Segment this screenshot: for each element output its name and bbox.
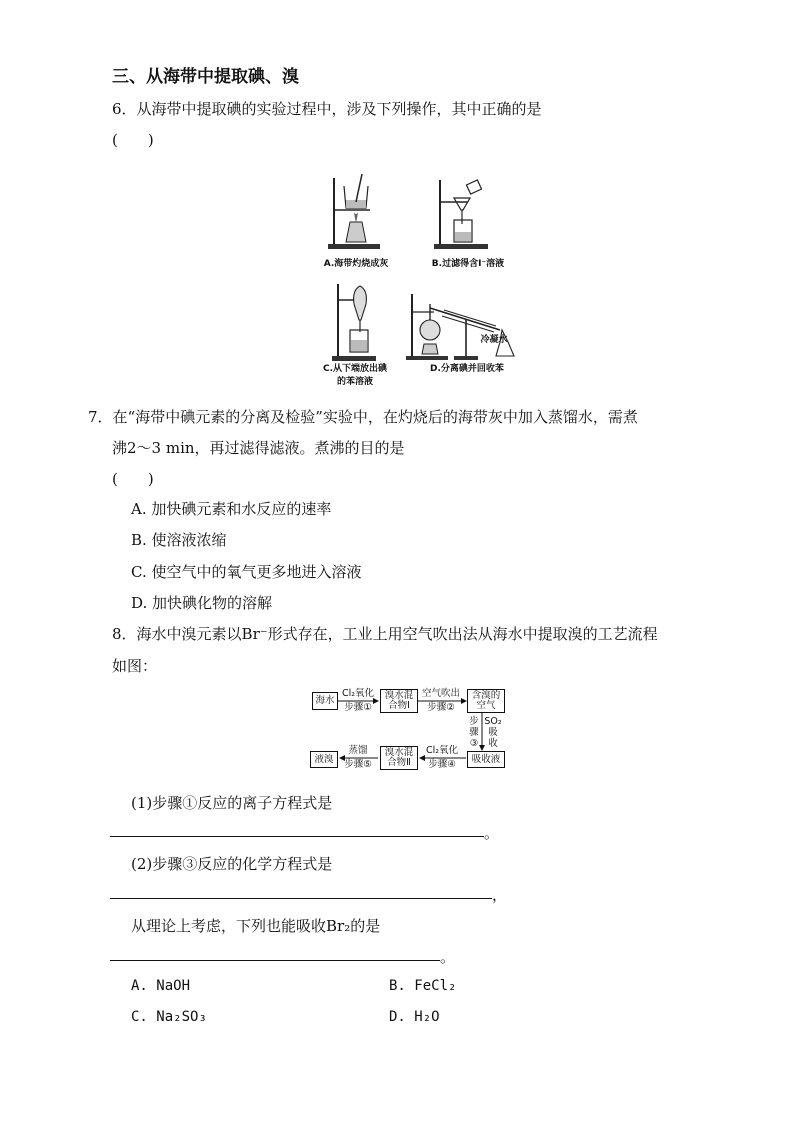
flow-so2-char3: 收 bbox=[488, 738, 498, 749]
q7-option-a: A. 加快碘元素和水反应的速率 bbox=[131, 500, 332, 518]
q8-stem-line1: 8．海水中溴元素以Br⁻形式存在，工业上用空气吹出法从海水中提取溴的工艺流程 bbox=[112, 625, 658, 643]
figure-c-caption-line2: 的苯溶液 bbox=[336, 377, 373, 387]
figure-b-caption: B.过滤得含I⁻溶液 bbox=[431, 259, 505, 269]
q8-answer-line-3[interactable] bbox=[110, 960, 440, 961]
flow-so2-char1: SO₂ bbox=[484, 716, 502, 727]
q7-option-b: B. 使溶液浓缩 bbox=[131, 531, 227, 549]
q8-stem-line2: 如图： bbox=[112, 657, 158, 675]
figure-d-caption: D.分离碘并回收苯 bbox=[430, 364, 504, 374]
flow-step5-top: 蒸馏 bbox=[348, 745, 368, 756]
figure-c-caption-line1: C.从下端放出碘 bbox=[322, 364, 388, 374]
figure-d-coolant-label: 冷凝水 bbox=[480, 335, 508, 345]
flow-step2-bottom: 步骤② bbox=[427, 702, 455, 713]
q7-stem-line2: 沸2～3 min，再过滤得滤液。煮沸的目的是 bbox=[112, 439, 405, 457]
flow-bromine-air-box bbox=[467, 689, 505, 713]
flow-mixture1-box bbox=[380, 689, 418, 713]
q8-subquestion-1: (1)步骤①反应的离子方程式是 bbox=[131, 794, 333, 812]
q8-answer-line-3-end: 。 bbox=[440, 948, 456, 966]
q8-answer-line-2[interactable] bbox=[110, 898, 492, 899]
q7-answer-paren: ( ) bbox=[112, 470, 154, 488]
q7-option-d: D. 加快碘化物的溶解 bbox=[131, 594, 273, 612]
flow-step1-bottom: 步骤① bbox=[344, 702, 372, 713]
q8-answer-line-1-end: 。 bbox=[484, 824, 500, 842]
flow-step3-label bbox=[468, 716, 480, 749]
flow-mixture2-bottom: 合物Ⅱ bbox=[387, 757, 411, 768]
q8-option-b: B. FeCl₂ bbox=[389, 978, 457, 994]
flow-mixture1-bottom: 合物Ⅰ bbox=[388, 700, 410, 711]
flow-step1-top: Cl₂氧化 bbox=[341, 688, 375, 699]
flow-step3-char2: 骤 bbox=[469, 727, 479, 738]
apparatus-b-figure bbox=[432, 176, 492, 252]
apparatus-a-figure bbox=[326, 172, 386, 252]
section-title: 三、从海带中提取碘、溴 bbox=[112, 67, 299, 87]
flow-absorbent-box: 吸收液 bbox=[467, 751, 505, 768]
flow-so2-char2: 吸 bbox=[488, 727, 498, 738]
q8-option-a: A. NaOH bbox=[131, 978, 191, 994]
flow-bromine-air-bottom: 空气 bbox=[476, 700, 496, 711]
flow-step4-top: Cl₂氧化 bbox=[425, 745, 459, 756]
flow-mixture2-top: 溴水混 bbox=[384, 747, 414, 758]
q8-option-d: D. H₂O bbox=[389, 1009, 440, 1025]
q6-stem: 6．从海带中提取碘的实验过程中，涉及下列操作，其中正确的是 bbox=[112, 100, 542, 118]
q6-answer-paren: ( ) bbox=[112, 131, 154, 149]
q8-subquestion-2: (2)步骤③反应的化学方程式是 bbox=[131, 855, 333, 873]
q7-stem-line1: 7．在“海带中碘元素的分离及检验”实验中，在灼烧后的海带灰中加入蒸馏水，需煮 bbox=[88, 408, 638, 426]
apparatus-d-figure bbox=[404, 290, 522, 362]
flow-step3-char1: 步 bbox=[469, 716, 479, 727]
apparatus-c-figure bbox=[330, 280, 380, 362]
figure-a-caption: A.海带灼烧成灰 bbox=[323, 259, 389, 269]
flow-liquid-bromine-box: 液溴 bbox=[310, 751, 338, 768]
flow-step4-bottom: 步骤④ bbox=[428, 759, 456, 770]
flow-step5-bottom: 步骤⑤ bbox=[344, 759, 372, 770]
flow-step2-top: 空气吹出 bbox=[421, 688, 460, 699]
flow-so2-label bbox=[484, 716, 502, 749]
flow-mixture1-top: 溴水混 bbox=[384, 690, 414, 701]
flow-bromine-air-top: 含溴的 bbox=[471, 690, 501, 701]
flow-mixture2-box bbox=[380, 746, 418, 770]
q8-option-c: C. Na₂SO₃ bbox=[131, 1009, 207, 1025]
q8-subquestion-3: 从理论上考虑，下列也能吸收Br₂的是 bbox=[131, 917, 381, 935]
flow-seawater-box: 海水 bbox=[312, 692, 338, 710]
flow-step3-char3: ③ bbox=[469, 738, 479, 749]
q8-answer-line-2-end: ， bbox=[492, 886, 508, 904]
q7-option-c: C. 使空气中的氧气更多地进入溶液 bbox=[131, 563, 362, 581]
q8-answer-line-1[interactable] bbox=[110, 836, 484, 837]
